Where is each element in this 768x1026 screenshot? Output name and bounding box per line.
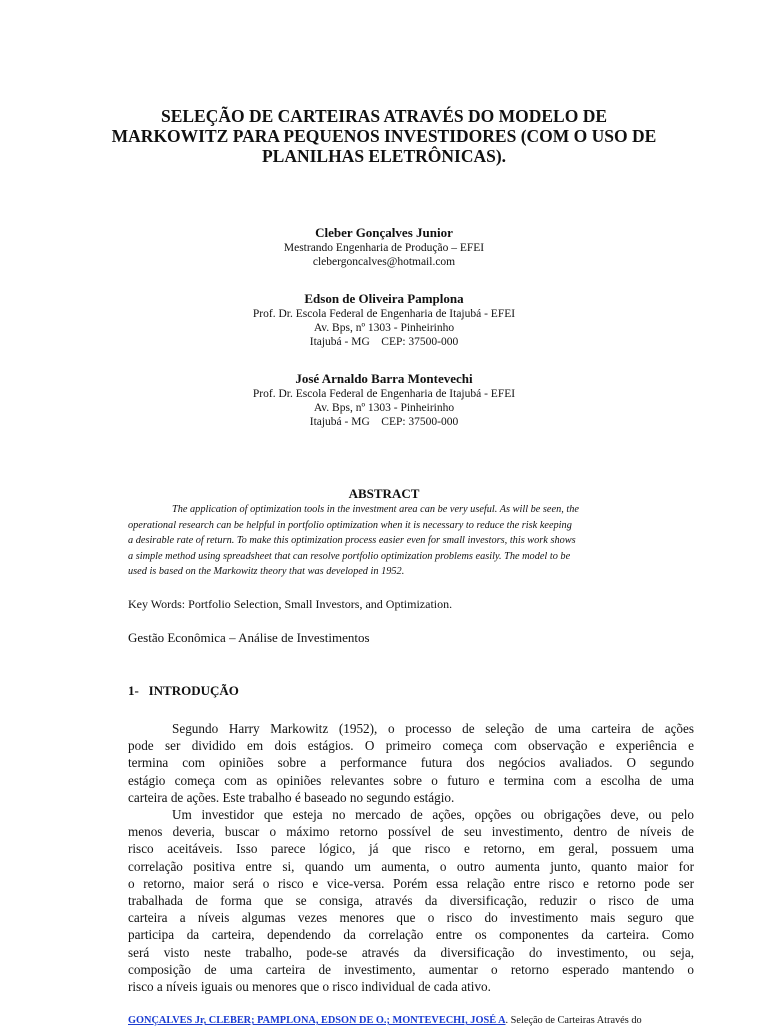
author-block-1 (0, 224, 768, 269)
author-name: Edson de Oliveira Pamplona (304, 291, 464, 306)
body-line: composição de uma carteira de investimento, aumentar o retorno esperado mantendo o (128, 961, 694, 977)
body-line: risco aceitáveis. Isso parece lógico, já que risco e retorno, em geral, possuem uma (128, 841, 694, 857)
section-heading: 1- INTRODUÇÃO (128, 683, 239, 698)
body-line: estágio começa com as opiniões relevantes sobre o futuro e termina com a escolha de uma (128, 772, 694, 788)
author-city: Itajubá - MG CEP: 37500-000 (309, 416, 459, 428)
abstract-line: operational research can be helpful in portfolio optimization when it is necessary to reduce the risk keeping (128, 519, 572, 531)
author-affiliation: Prof. Dr. Escola Federal de Engenharia de Itajubá - EFEI (252, 308, 516, 320)
title-line: MARKOWITZ PARA PEQUENOS INVESTIDORES (COM O USO DE (111, 126, 657, 146)
subject-area: Gestão Econômica – Análise de Investimentos (128, 630, 370, 645)
body-line: Segundo Harry Markowitz (1952), o processo de seleção de uma carteira de ações (172, 721, 694, 736)
body-line: menos deveria, buscar o máximo retorno possível de seu investimento, dentro de níveis de (128, 824, 694, 840)
body-line: risco a níveis iguais ou menores que o risco individual de cada ativo. (128, 979, 491, 995)
abstract-line: used is based on the Markowitz theory that was developed in 1952. (128, 566, 405, 577)
section-body (128, 720, 694, 995)
abstract-line: a desirable rate of return. To make this optimization process easier even for small investors, this work shows (128, 535, 576, 546)
author-name: José Arnaldo Barra Montevechi (295, 371, 473, 386)
body-line: participa da carteira, dependendo da correlação entre os componentes da carteira. Como (128, 927, 694, 943)
body-line: correlação positiva entre si, quando um aumenta, o outro aumenta junto, quanto maior for (128, 858, 694, 874)
body-line: será visto neste trabalho, pode-se através da diversificação do investimento, ou seja, (128, 944, 694, 960)
body-line: trabalhada de forma que se consiga, através da diversificação, reduzir o risco de uma (128, 893, 694, 909)
footer-citation: . Seleção de Carteiras Através do (505, 1015, 642, 1026)
paper-title (110, 106, 658, 166)
author-city: Itajubá - MG CEP: 37500-000 (309, 336, 459, 348)
author-address: Av. Bps, nº 1303 - Pinheirinho (313, 402, 455, 414)
abstract-line: The application of optimization tools in the investment area can be very useful. As will be seen, the (172, 504, 579, 515)
author-block-2 (0, 290, 768, 349)
author-affiliation: Prof. Dr. Escola Federal de Engenharia de Itajubá - EFEI (252, 388, 516, 400)
footer-authors-link[interactable]: GONÇALVES Jr, CLEBER; PAMPLONA, EDSON DE O.; MONTEVECHI, JOSÉ A (128, 1015, 506, 1026)
abstract-heading: ABSTRACT (348, 486, 420, 501)
abstract-line: a simple method using spreadsheet that can resolve portfolio optimization problems easily. The model to be (128, 550, 571, 562)
author-email: clebergoncalves@hotmail.com (312, 256, 456, 268)
body-line: carteira a níveis algumas vezes menores que o risco do investimento mais seguro que (128, 910, 694, 926)
body-line: pode ser dividido em dois estágios. O primeiro começa com observação e experiência e (128, 738, 694, 754)
page-footer (128, 1015, 642, 1026)
author-name: Cleber Gonçalves Junior (315, 225, 453, 240)
abstract-text (128, 502, 694, 580)
author-block-3 (0, 370, 768, 429)
title-line: SELEÇÃO DE CARTEIRAS ATRAVÉS DO MODELO DE (160, 106, 608, 126)
author-address: Av. Bps, nº 1303 - Pinheirinho (313, 322, 455, 334)
body-line: carteira de ações. Este trabalho é baseado no segundo estágio. (128, 789, 455, 805)
keywords: Key Words: Portfolio Selection, Small Investors, and Optimization. (128, 597, 453, 611)
body-line: Um investidor que esteja no mercado de ações, opções ou obrigações deve, ou pelo (172, 807, 694, 823)
body-line: termina com opiniões sobre a performance futura dos negócios avaliados. O segundo (128, 755, 694, 771)
author-affiliation: Mestrando Engenharia de Produção – EFEI (283, 242, 485, 254)
title-line: PLANILHAS ELETRÔNICAS). (261, 146, 507, 166)
body-line: o retorno, maior será o risco e vice-versa. Porém essa relação entre risco e retorno pode ser (128, 875, 694, 891)
